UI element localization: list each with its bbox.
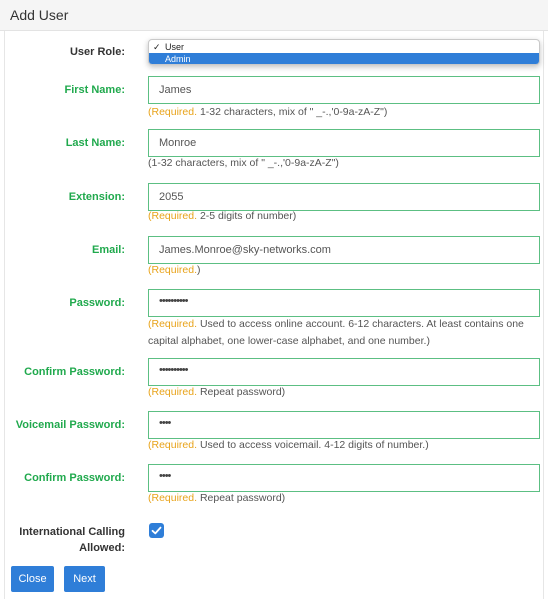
- user-role-dropdown[interactable]: [148, 39, 540, 65]
- required-tag: (Required.: [148, 106, 198, 118]
- user-role-option-label: User: [165, 42, 185, 52]
- help-text: 1-32 characters, mix of " _-.,'0-9a-zA-Z"): [197, 106, 388, 118]
- last-name-label: Last Name:: [65, 137, 125, 149]
- voicemail-password-field[interactable]: [148, 411, 540, 439]
- user-role-option-admin[interactable]: [149, 53, 540, 65]
- dialog-title: Add User: [10, 7, 69, 23]
- first-name-value: James: [159, 84, 192, 96]
- confirm-password-field[interactable]: [148, 358, 540, 386]
- password-help: [148, 316, 543, 350]
- email-value: James.Monroe@sky-networks.com: [159, 244, 331, 256]
- check-icon: [151, 525, 162, 536]
- international-calling-checkbox[interactable]: [149, 523, 164, 538]
- extension-field[interactable]: [148, 183, 540, 211]
- help-text: Used to access online account. 6-12 characters. At least contains one capital alphabet, one lower-case alphabet, and one number.): [148, 318, 524, 347]
- help-text: 2-5 digits of number): [197, 210, 297, 222]
- user-role-option-user[interactable]: [149, 41, 540, 53]
- extension-label: Extension:: [68, 191, 125, 203]
- first-name-field[interactable]: [148, 76, 540, 104]
- required-tag: (Required.: [148, 492, 198, 504]
- email-label: Email:: [91, 244, 125, 256]
- confirm-voicemail-password-field[interactable]: [148, 464, 540, 492]
- password-label: Password:: [69, 297, 125, 309]
- voicemail-password-value: ••••: [159, 417, 171, 429]
- required-tag: (Required.: [148, 386, 198, 398]
- help-text: Used to access voicemail. 4-12 digits of number.): [197, 439, 429, 451]
- required-tag: (Required.: [148, 318, 198, 330]
- help-text: (1-32 characters, mix of " _-.,'0-9a-zA-Z"): [148, 157, 339, 169]
- email-field[interactable]: [148, 236, 540, 264]
- international-calling-label-line1: International Calling: [19, 526, 125, 538]
- voicemail-password-label: Voicemail Password:: [15, 419, 125, 431]
- password-field[interactable]: [148, 289, 540, 317]
- confirm-voicemail-password-help: [148, 490, 543, 507]
- user-role-label: User Role:: [69, 46, 125, 58]
- first-name-label: First Name:: [64, 84, 125, 96]
- last-name-help: [148, 155, 543, 172]
- confirm-voicemail-password-value: ••••: [159, 470, 171, 482]
- confirm-password-help: [148, 384, 543, 401]
- first-name-help: [148, 104, 543, 121]
- help-text: ): [197, 264, 201, 276]
- extension-help: [148, 208, 543, 225]
- help-text: Repeat password): [197, 492, 286, 504]
- email-help: [148, 262, 543, 279]
- confirm-password-label: Confirm Password:: [24, 366, 125, 378]
- next-button[interactable]: Next: [64, 566, 105, 592]
- voicemail-password-help: [148, 437, 543, 454]
- confirm-password-value: ••••••••••: [159, 364, 188, 376]
- extension-value: 2055: [159, 191, 184, 203]
- confirm-voicemail-password-label: Confirm Password:: [24, 472, 125, 484]
- help-text: Repeat password): [197, 386, 286, 398]
- close-button[interactable]: Close: [11, 566, 54, 592]
- dialog-header: [0, 0, 548, 31]
- user-role-option-label: Admin: [165, 54, 191, 64]
- required-tag: (Required.: [148, 210, 198, 222]
- password-value: ••••••••••: [159, 295, 188, 307]
- check-icon: ✓: [153, 42, 161, 52]
- last-name-field[interactable]: [148, 129, 540, 157]
- international-calling-label-line2: Allowed:: [79, 542, 125, 554]
- required-tag: (Required.: [148, 264, 198, 276]
- required-tag: (Required.: [148, 439, 198, 451]
- last-name-value: Monroe: [159, 137, 197, 149]
